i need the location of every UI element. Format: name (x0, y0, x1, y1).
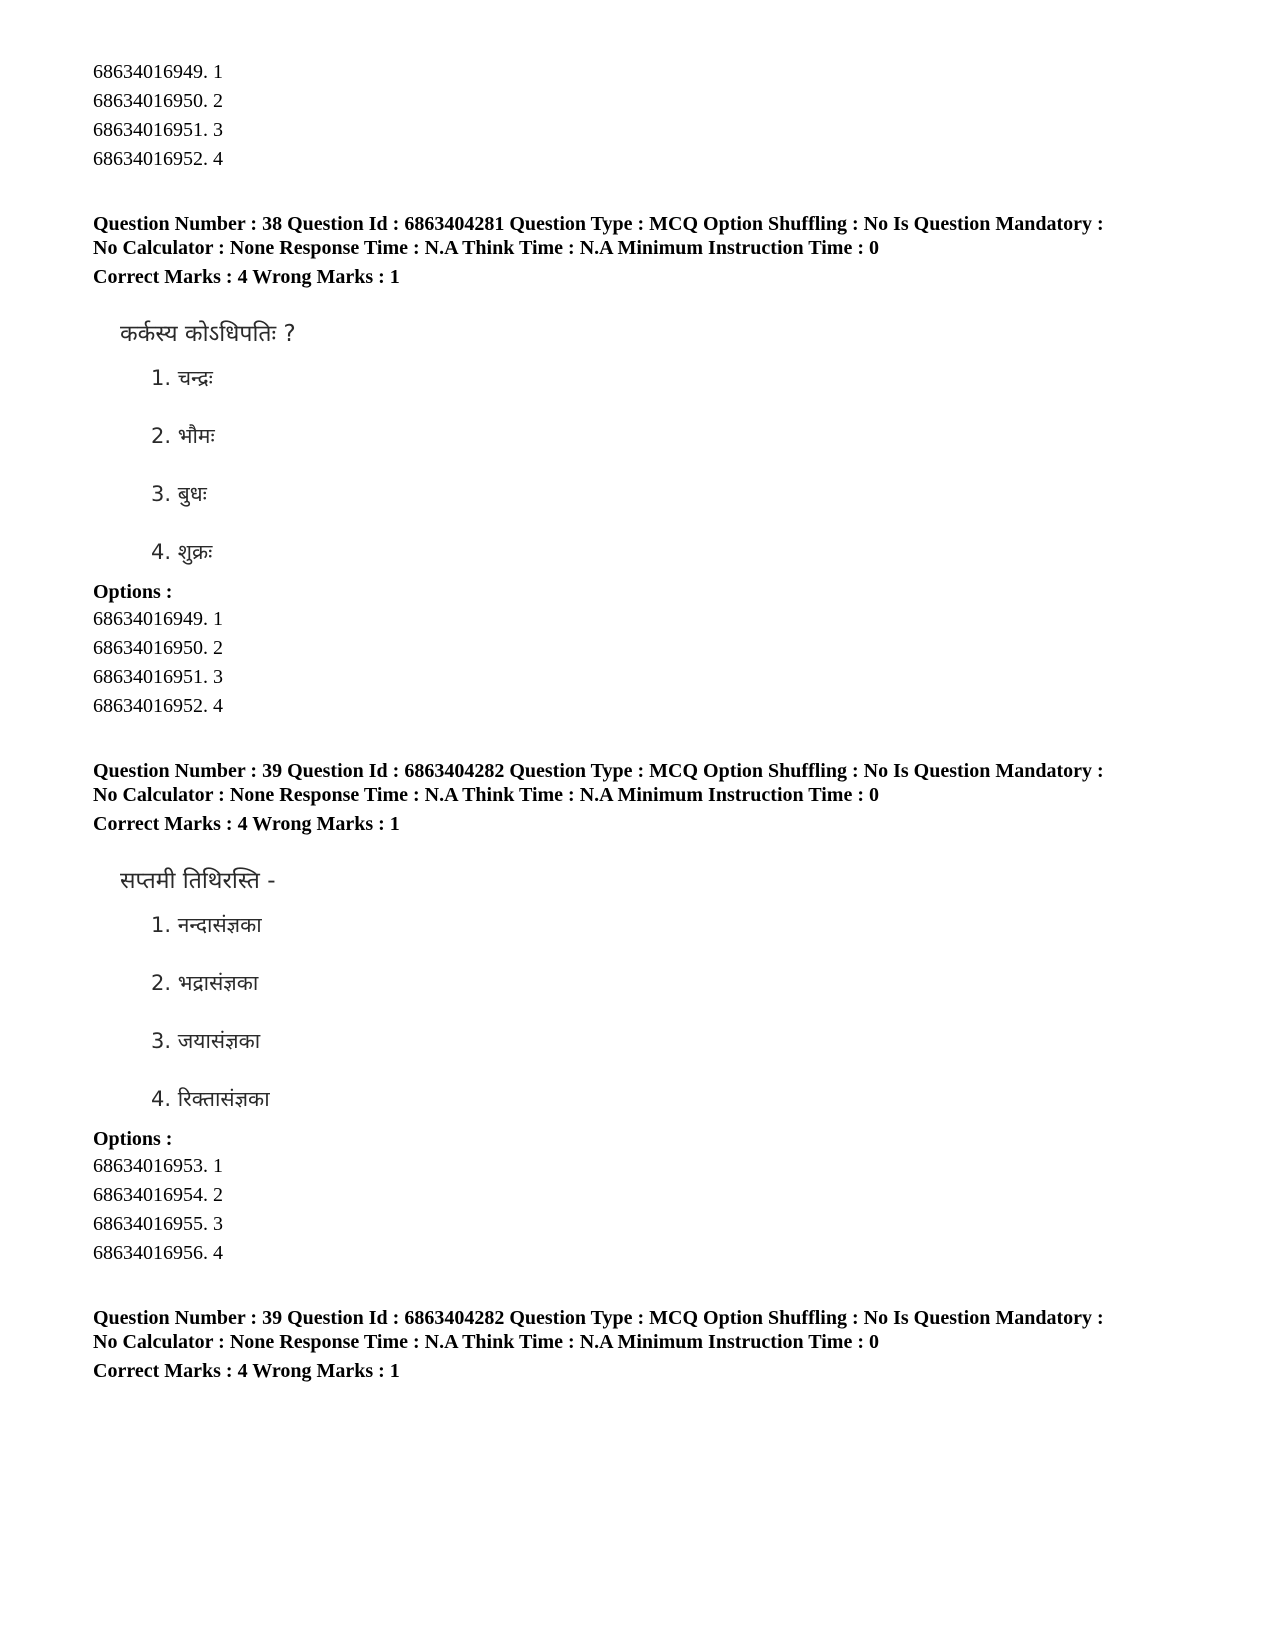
question-meta (93, 212, 1193, 289)
meta-line-2: No Calculator : None Response Time : N.A Think Time : N.A Minimum Instruction Time : 0 (93, 784, 879, 806)
question-text: सप्तमी तिथिरस्ति - (120, 868, 276, 894)
options-list (93, 605, 1193, 721)
choice-item: 3. बुधः (151, 482, 207, 506)
option-row: 68634016949. 1 (93, 61, 223, 83)
meta-line-1: Question Number : 39 Question Id : 6863404282 Question Type : MCQ Option Shuffling : No Is Question Mandatory : (93, 760, 1104, 782)
options-list (93, 1152, 1193, 1268)
question-text: कर्कस्य कोऽधिपतिः ? (120, 321, 296, 347)
option-row: 68634016952. 4 (93, 695, 223, 717)
choice-item: 1. नन्दासंज्ञका (151, 913, 262, 937)
marks-line: Correct Marks : 4 Wrong Marks : 1 (93, 813, 400, 835)
question-block-38 (93, 212, 1193, 721)
choice-item: 4. शुक्रः (151, 540, 213, 564)
meta-line-2: No Calculator : None Response Time : N.A Think Time : N.A Minimum Instruction Time : 0 (93, 237, 879, 259)
choice-item: 2. भौमः (151, 424, 215, 448)
choice-item: 2. भद्रासंज्ञका (151, 971, 259, 995)
question-meta-trailing (93, 1306, 1193, 1383)
meta-line-1: Question Number : 39 Question Id : 6863404282 Question Type : MCQ Option Shuffling : No Is Question Mandatory : (93, 1307, 1104, 1329)
question-block-39 (93, 759, 1193, 1268)
choice-item: 4. रिक्तासंज्ञका (151, 1087, 270, 1111)
question-content (120, 319, 1193, 577)
document-page (93, 58, 1193, 1383)
option-row: 68634016954. 2 (93, 1184, 223, 1206)
option-row: 68634016951. 3 (93, 666, 223, 688)
top-options-list (93, 58, 1193, 174)
meta-line-2: No Calculator : None Response Time : N.A Think Time : N.A Minimum Instruction Time : 0 (93, 1331, 879, 1353)
option-row: 68634016950. 2 (93, 90, 223, 112)
choice-item: 3. जयासंज्ञका (151, 1029, 261, 1053)
options-label: Options : (93, 581, 173, 603)
option-row: 68634016953. 1 (93, 1155, 223, 1177)
option-row: 68634016949. 1 (93, 608, 223, 630)
option-row: 68634016950. 2 (93, 637, 223, 659)
marks-line: Correct Marks : 4 Wrong Marks : 1 (93, 1360, 400, 1382)
option-row: 68634016956. 4 (93, 1242, 223, 1264)
option-row: 68634016952. 4 (93, 148, 223, 170)
question-content (120, 866, 1193, 1124)
meta-line-1: Question Number : 38 Question Id : 6863404281 Question Type : MCQ Option Shuffling : No Is Question Mandatory : (93, 213, 1104, 235)
marks-line: Correct Marks : 4 Wrong Marks : 1 (93, 266, 400, 288)
choice-item: 1. चन्द्रः (151, 366, 213, 390)
question-meta (93, 759, 1193, 836)
options-label: Options : (93, 1128, 173, 1150)
option-row: 68634016951. 3 (93, 119, 223, 141)
option-row: 68634016955. 3 (93, 1213, 223, 1235)
